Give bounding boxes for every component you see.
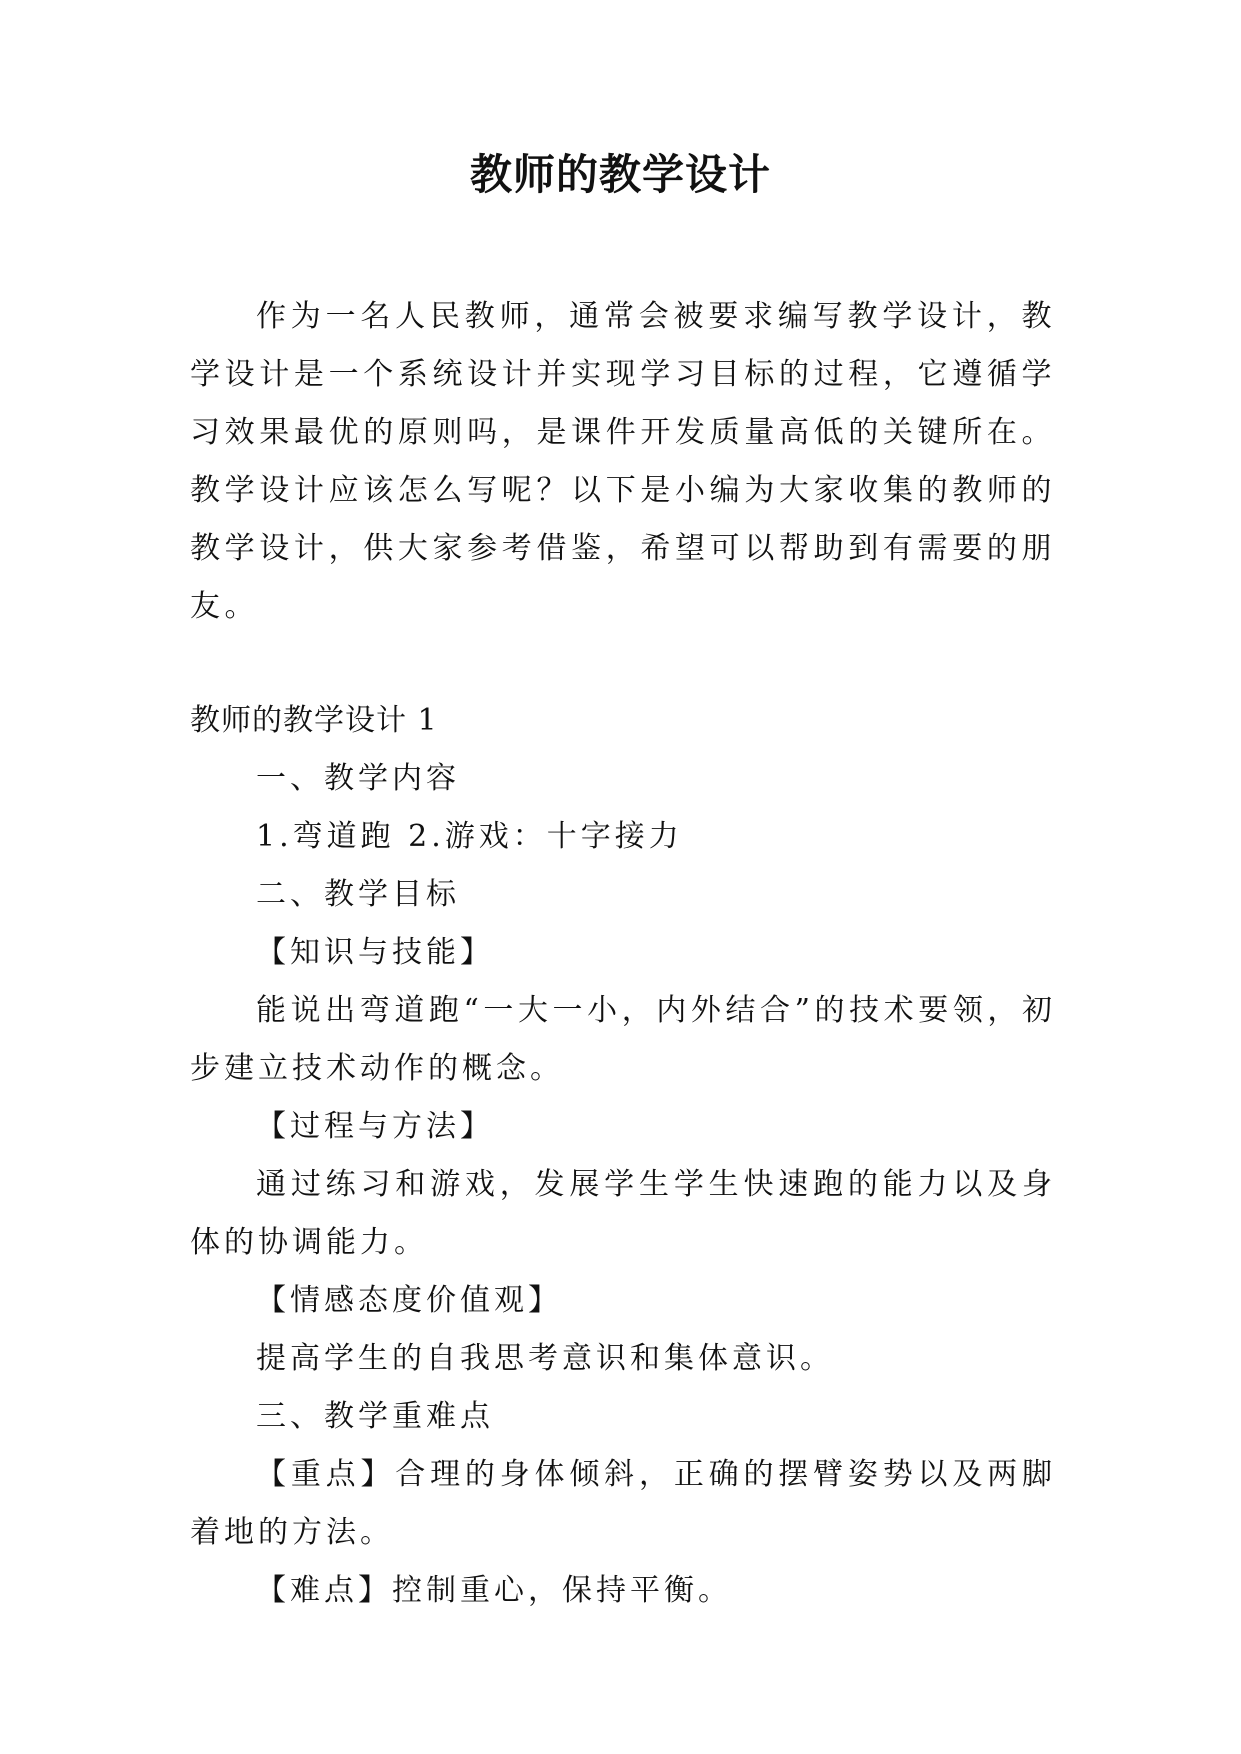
attitude-values-text: 提高学生的自我思考意识和集体意识。 [256,1341,834,1376]
difficult-point-text: 【难点】控制重心，保持平衡。 [256,1573,732,1608]
subheading-knowledge-skills: 【知识与技能】 [256,935,494,970]
document-body [190,288,1056,1620]
document-title: 教师的教学设计 [469,150,771,199]
heading-teaching-goals: 二、教学目标 [256,877,460,912]
heading-teaching-content: 一、教学内容 [256,761,460,796]
subheading-attitude-values: 【情感态度价值观】 [256,1283,562,1318]
knowledge-skills-text: 能说出弯道跑“一大一小，内外结合”的技术要领，初步建立技术动作的概念。 [190,993,1056,1086]
key-point-text: 【重点】合理的身体倾斜，正确的摆臂姿势以及两脚着地的方法。 [190,1457,1056,1550]
process-method-text: 通过练习和游戏，发展学生学生快速跑的能力以及身体的协调能力。 [190,1167,1056,1260]
teaching-content-text: 1.弯道跑 2.游戏：十字接力 [256,819,683,854]
intro-paragraph: 作为一名人民教师，通常会被要求编写教学设计，教学设计是一个系统设计并实现学习目标的过程，它遵循学习效果最优的原则吗，是课件开发质量高低的关键所在。教学设计应该怎么写呢？以下是小编为大家收集的教师的教学设计，供大家参考借鉴，希望可以帮助到有需要的朋友。 [190,299,1056,624]
subheading-process-method: 【过程与方法】 [256,1109,494,1144]
heading-key-difficult-points: 三、教学重难点 [256,1399,494,1434]
section-heading: 教师的教学设计 1 [190,703,438,738]
